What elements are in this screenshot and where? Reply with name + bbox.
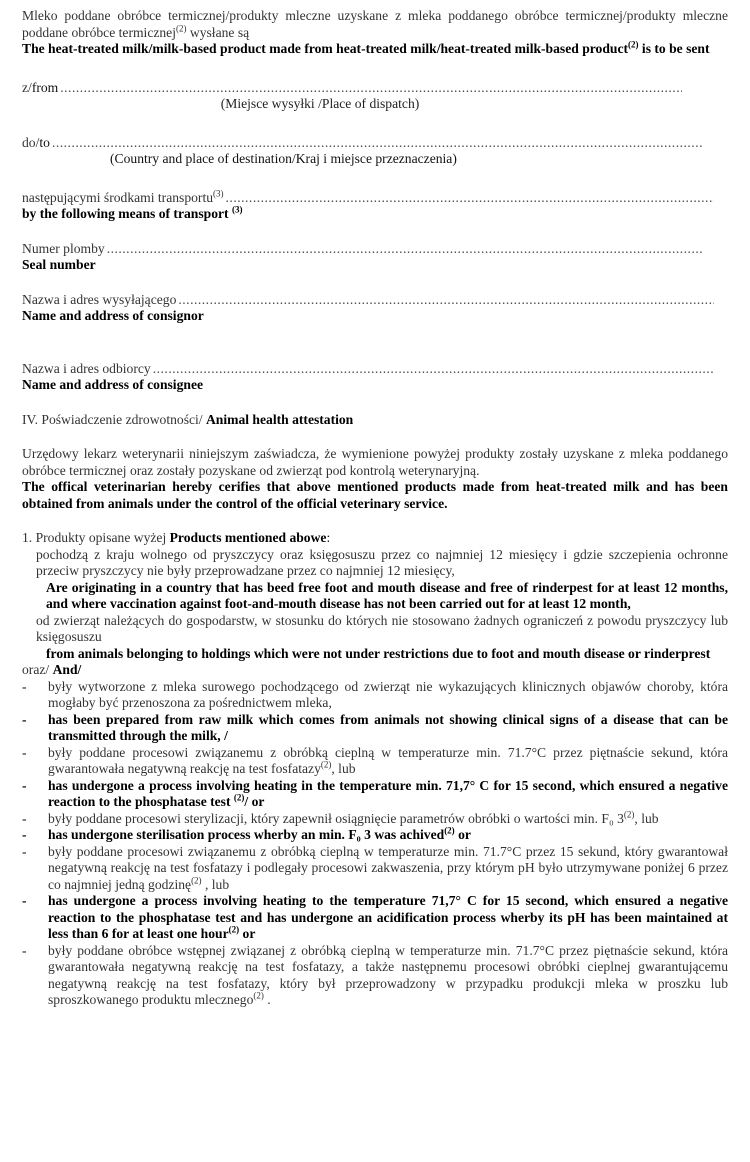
consignor-field[interactable]: Nazwa i adres wysyłającego ..... <box>22 292 714 309</box>
to-field[interactable]: do/ to ..... <box>22 135 702 152</box>
consignor-en: Name and address of consignor <box>22 308 204 323</box>
from-caption: (Miejsce wysyłki /Place of dispatch) <box>220 96 420 111</box>
consignee-en: Name and address of consignee <box>22 377 204 392</box>
and-line: oraz/ And/ <box>22 662 82 677</box>
from-field[interactable]: z/ from ..... <box>22 80 682 97</box>
list-item: - były poddane procesowi związanemu z obróbką cieplną w temperaturze min. 71.7°C przez piętnaście sekund, która gwarantowała negatywną reakcję na test fosfatazy$^{(2)}$, lub <box>22 744 728 776</box>
list-item: - były wytworzone z mleka surowego pochodzącego od zwierząt nie wykazujących klinicznych objawów choroby, która mogłaby być przenoszona za pośrednictwem mleka, <box>22 678 728 710</box>
point1-b-pl: od zwierząt należących do gospodarstw, w stosunku do których nie stosowano żadnych ograniczeń z powodu pryszczycy lub księgosuszu <box>36 612 728 644</box>
attest-en: The offical veterinarian hereby cerifies that above mentioned products made from heat-treated milk and has been obtained from animals under the control of the official veterinary service. <box>22 479 728 511</box>
list-item: - były poddane procesowi sterylizacji, który zapewnił osiągnięcie parametrów obróbki o wartości min. F₀ 3$^{(2)}$, lub <box>22 808 659 826</box>
list-item: - były poddane obróbce wstępnej związanej z obróbką cieplną w temperaturze min. 71.7°C przez piętnaście sekund, która gwarantowała negatywną reakcję na test fosfatazy, a także następnemu procesowi obróbki cieplnej gwarantującemu negatywną reakcję na test fosfatazy, który był przeprowadzony w przypadku produkcji mleka w proszku lub sproszkowanego produktu mlecznego$^{(2)}$ . <box>22 942 728 1007</box>
list-item: - has undergone sterilisation process wherby an min. F₀ 3 was achived$^{(2)}$ or <box>22 825 471 842</box>
seal-en: Seal number <box>22 257 96 272</box>
list-item: - były poddane procesowi związanemu z obróbką cieplną w temperaturze min. 71.7°C przez 15 sekund, który gwarantował negatywną reakcję na test fosfatazy i podlegały procesowi zakwaszenia, przy którym pH było utrzymywane poniżej 6 przez co najmniej jedną godzinę$^{(2)}$ , lub <box>22 843 728 892</box>
to-caption: (Country and place of destination/Kraj i miejsce przeznaczenia) <box>110 151 457 166</box>
consignee-field[interactable]: Nazwa i adres odbiorcy ..... <box>22 361 714 378</box>
list-item: - has been prepared from raw milk which comes from animals not showing clinical signs of a disease that can be transmitted through the milk, / <box>22 711 728 743</box>
attest-pl: Urzędowy lekarz weterynarii niniejszym zaświadcza, że wymienione powyżej produkty zostały uzyskane z mleka poddanego obróbce termicznej oraz zostały pozyskane od zwierząt pod kontrolą weterynaryjną. <box>22 446 728 478</box>
seal-field[interactable]: Numer plomby ..... <box>22 241 704 258</box>
transport-field[interactable]: następującymi środkami transportu$^{(3)}$ ..... <box>22 190 714 207</box>
list-item: - has undergone a process involving heating to the temperature 71,7° C for 15 second, which ensured a negative reaction to the phosphatase test and has undergone an acidification process wherby its pH has been maintained at less than 6 for at least one hour$^{(2)}$ or <box>22 893 728 941</box>
point1-heading: 1. Produkty opisane wyżej Products mentioned abowe: <box>22 530 331 545</box>
point1-a-en: Are originating in a country that has beed free foot and mouth disease and free of rinderpest for at least 12 months, and where vaccination against foot-and-mouth disease has not been carried out for at least 12 month, <box>46 579 728 611</box>
point1-b-en: from animals belonging to holdings which were not under restrictions due to foot and mouth disease or rinderprest <box>46 645 711 661</box>
list-item: - has undergone a process involving heating in the temperature min. 71,7° C for 15 second, which ensured a negative reaction to the phosphatase test $^{(2)}$/ or <box>22 777 728 809</box>
header-en: The heat-treated milk/milk-based product made from heat-treated milk/heat-treated milk-based product$^{(2)}$ is to be sent <box>22 39 710 56</box>
point1-a-pl: pochodzą z kraju wolnego od pryszczycy oraz księgosuszu przez co najmniej 12 miesięcy i gdzie szczepienia ochronne przeciw pryszczycy nie były przeprowadzane przez co najmniej 12 miesięcy, <box>36 546 728 578</box>
header-pl: Mleko poddane obróbce termicznej/produkty mleczne uzyskane z mleka poddanego obróbce termicznej/produkty mleczne poddane obróbce termicznej$^{(2)}$ wysłane są <box>22 8 728 40</box>
transport-en: by the following means of transport $^{(3)}$ <box>22 204 243 221</box>
section-heading: IV. Poświadczenie zdrowotności/ Animal health attestation <box>22 411 354 427</box>
